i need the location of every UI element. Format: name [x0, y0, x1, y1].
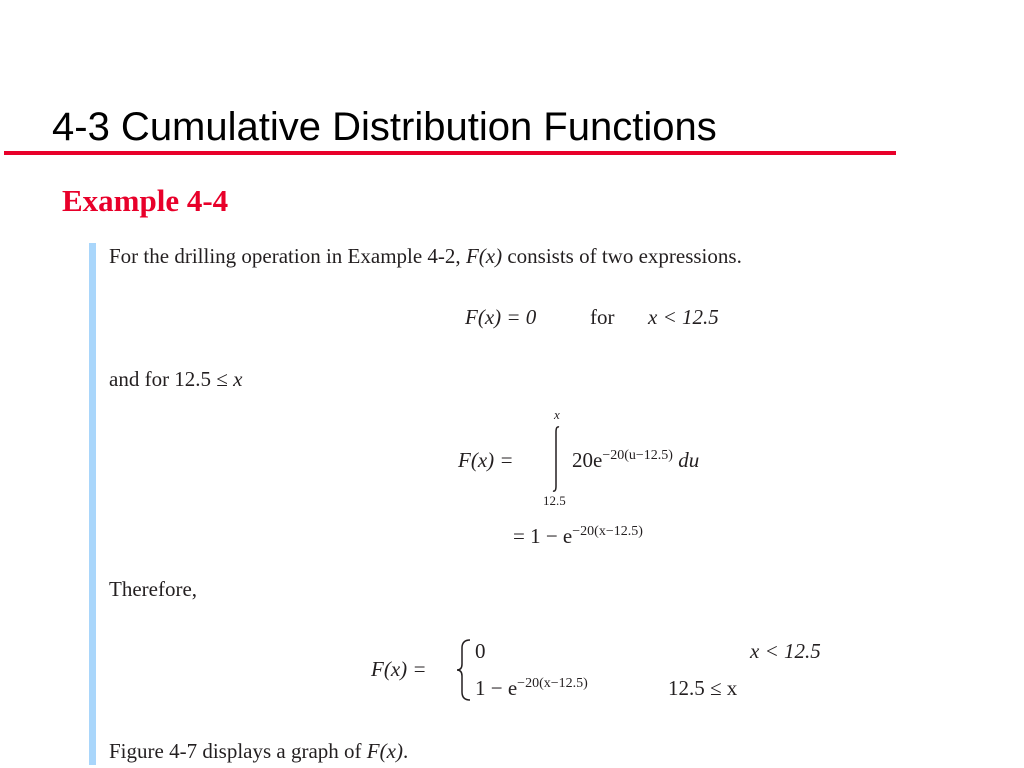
integral-lower-limit: 12.5: [543, 493, 566, 508]
case2-value: $1 - e^{-20(x-12.5)}$: [475, 676, 588, 700]
eq1-for: for: [590, 305, 615, 329]
title-underline: [4, 151, 896, 155]
case1-value: 0: [475, 639, 486, 663]
therefore-text: Therefore,: [109, 577, 198, 601]
piecewise-brace: [455, 638, 473, 702]
example-heading: Example 4-4: [62, 183, 229, 218]
figure-reference: Figure 4-7 displays a graph of F(x).: [109, 739, 409, 763]
eq1-condition: x < 12.5: [648, 305, 719, 329]
eq2-lhs: F(x) =: [458, 448, 514, 472]
intro-text: For the drilling operation in Example 4-2, F(x) consists of two expressions.: [109, 244, 742, 268]
case1-condition: x < 12.5: [750, 639, 821, 663]
eq2-result: = $1 - e^{-20(x-12.5)}$: [513, 524, 643, 548]
integral-sign: [548, 424, 564, 494]
integrand: $20e^{-20(u-12.5)}$ du: [572, 448, 700, 472]
integral-upper-limit: x: [554, 407, 560, 422]
quote-bar: [89, 243, 96, 765]
case2-condition: 12.5 ≤ x: [668, 676, 738, 700]
eq1-lhs: F(x) = 0: [465, 305, 537, 329]
and-for-text: and for 12.5 ≤ x: [109, 367, 243, 391]
piecewise-lhs: F(x) =: [371, 657, 427, 681]
slide-title: 4-3 Cumulative Distribution Functions: [52, 105, 717, 149]
